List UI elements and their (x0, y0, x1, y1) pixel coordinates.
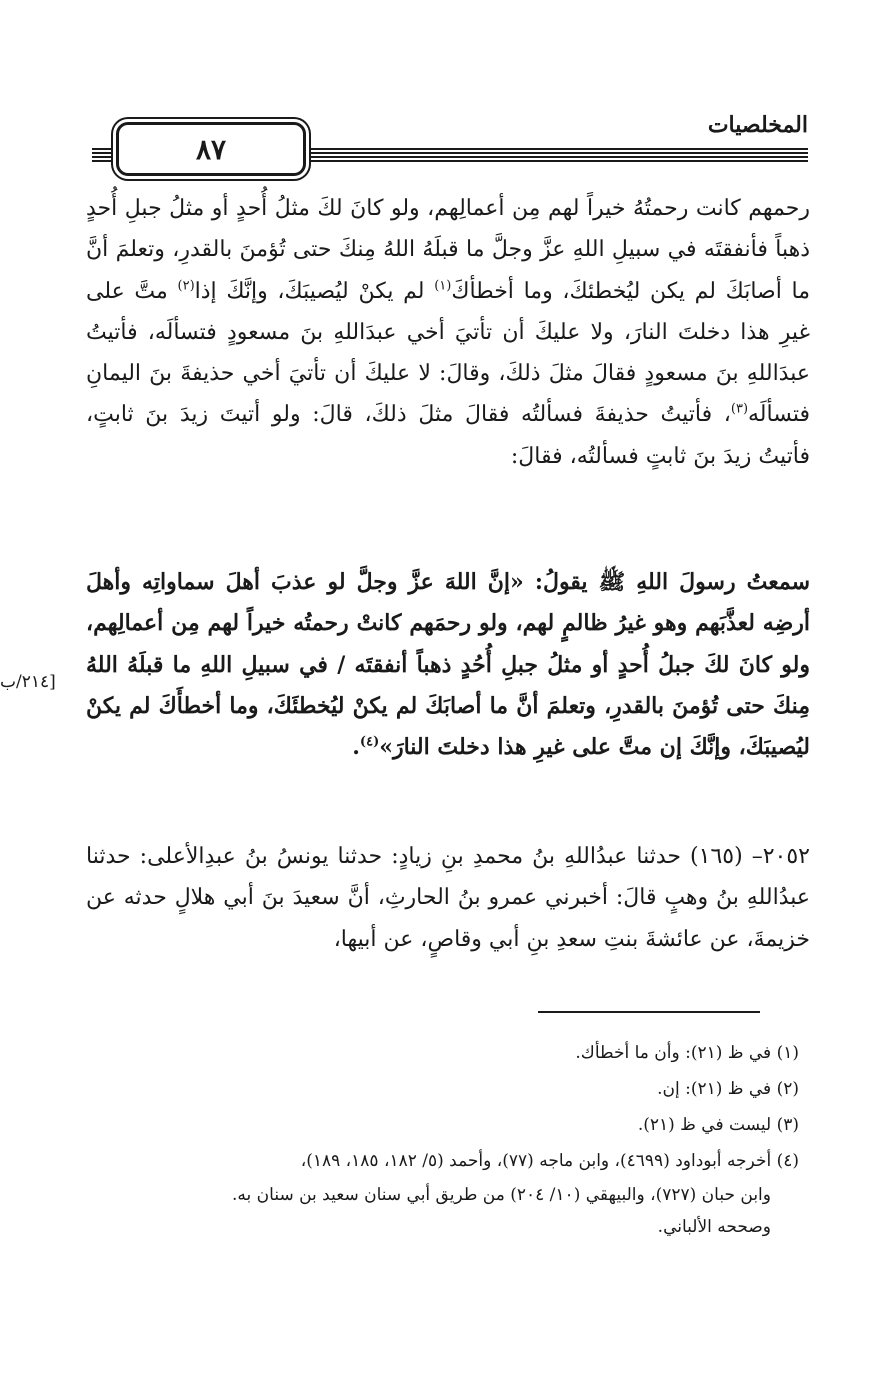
footnote-separator (538, 1011, 760, 1013)
manuscript-folio-ref: [٢١٤/ب (0, 672, 56, 692)
hadith-end: . (352, 734, 360, 761)
footnote-3: (٣) ليست في ظ (٢١). (637, 1115, 799, 1135)
paragraph-2-hadith (86, 562, 810, 768)
footnote-ref-1: (١) (434, 278, 452, 294)
paragraph-text: رحمهم كانت رحمتُهُ خيراً لهم مِن أعمالِهم، ولو كانَ لكَ مثلُ أُحدٍ أو مثلُ جبلِ أُحدٍ ذهباً فأنفقتَه في سبيلِ اللهِ عزَّ وجلَّ ما قبلَهُ اللهُ مِنكَ حتى تُؤمنَ بالقدرِ، وتعلمَ أنَّ ما أصابَكَ لم يكن ليُخطئكَ، وما أخطأكَ (86, 196, 811, 304)
footnote-4-continued: وابن حبان (٧٢٧)، والبيهقي (١٠/ ٢٠٤) من طريق أبي سنان سعيد بن سنان به. (232, 1185, 771, 1205)
running-title: المخلصيات (707, 112, 808, 138)
footnote-2: (٢) في ظ (٢١): إن. (657, 1079, 799, 1099)
page-header (92, 112, 808, 172)
footnote-ref-4: (٤) (359, 734, 380, 750)
paragraph-text: ، فأتيتُ حذيفةَ فسألتُه فقالَ مثلَ ذلكَ، قالَ: ولو أتيتَ زيدَ بنَ ثابتٍ، فأتيتُ زيدَ بنَ ثابتٍ فسألتُه، فقالَ: (86, 402, 810, 469)
hadith-text: سمعتُ رسولَ اللهِ ﷺ يقولُ: «إنَّ اللهَ عزَّ وجلَّ لو عذبَ أهلَ سماواتِه وأهلَ أرضِه لعذَّبَهم وهو غيرُ ظالمٍ لهم، ولو رحمَهم كانتْ رحمتُه خيراً لهم مِن أعمالِهم، ولو كانَ لكَ جبلُ أُحدٍ أو مثلُ جبلِ أُحُدٍ ذهباً أنفقتَه / في سبيلِ اللهِ ما قبلَهُ اللهُ مِنكَ حتى تُؤمنَ بالقدرِ، وتعلمَ أنَّ ما أصابَكَ لم يكنْ ليُخطئَكَ، وما أخطأَكَ لم يكنْ ليُصيبَكَ، وإنَّكَ إن متَّ على غيرِ هذا دخلتَ النارَ» (86, 569, 810, 761)
paragraph-1 (86, 188, 810, 477)
footnote-ref-3: (٣) (730, 402, 749, 418)
page-number: ٨٧ (116, 122, 306, 176)
footnote-4-continued: وصححه الألباني. (657, 1217, 771, 1237)
footnotes (79, 1035, 799, 1243)
footnote-1: (١) في ظ (٢١): وأن ما أخطأك. (575, 1043, 799, 1063)
paragraph-text: متَّ على غيرِ هذا دخلتَ النارَ، ولا عليكَ أن تأتيَ أخي عبدَاللهِ بنَ مسعودٍ فتسألَه، فأتيتُ عبدَاللهِ بنَ مسعودٍ فقالَ مثلَ ذلكَ، وقالَ: لا عليكَ أن تأتيَ أخي حذيفةَ بنَ اليمانِ فتسألَه (86, 278, 810, 428)
footnote-4: (٤) أخرجه أبوداود (٤٦٩٩)، وابن ماجه (٧٧)، وأحمد (٥/ ١٨٢، ١٨٥، ١٨٩)، (300, 1151, 799, 1171)
paragraph-text: لم يكنْ ليُصيبَكَ، وإنَّكَ إذا (194, 278, 435, 304)
footnote-ref-2: (٢) (177, 278, 195, 294)
isnad-text: ٢٠٥٢– (١٦٥) حدثنا عبدُاللهِ بنُ محمدِ بنِ زيادٍ: حدثنا يونسُ بنُ عبدِالأعلى: حدثنا عبدُاللهِ بنُ وهبٍ قالَ: أخبرني عمرو بنُ الحارثِ، أنَّ سعيدَ بنَ أبي هلالٍ حدثه عن خزيمةَ، عن عائشةَ بنتِ سعدِ بنِ أبي وقاصٍ، عن أبيها، (86, 844, 810, 952)
paragraph-3-isnad (86, 836, 810, 960)
